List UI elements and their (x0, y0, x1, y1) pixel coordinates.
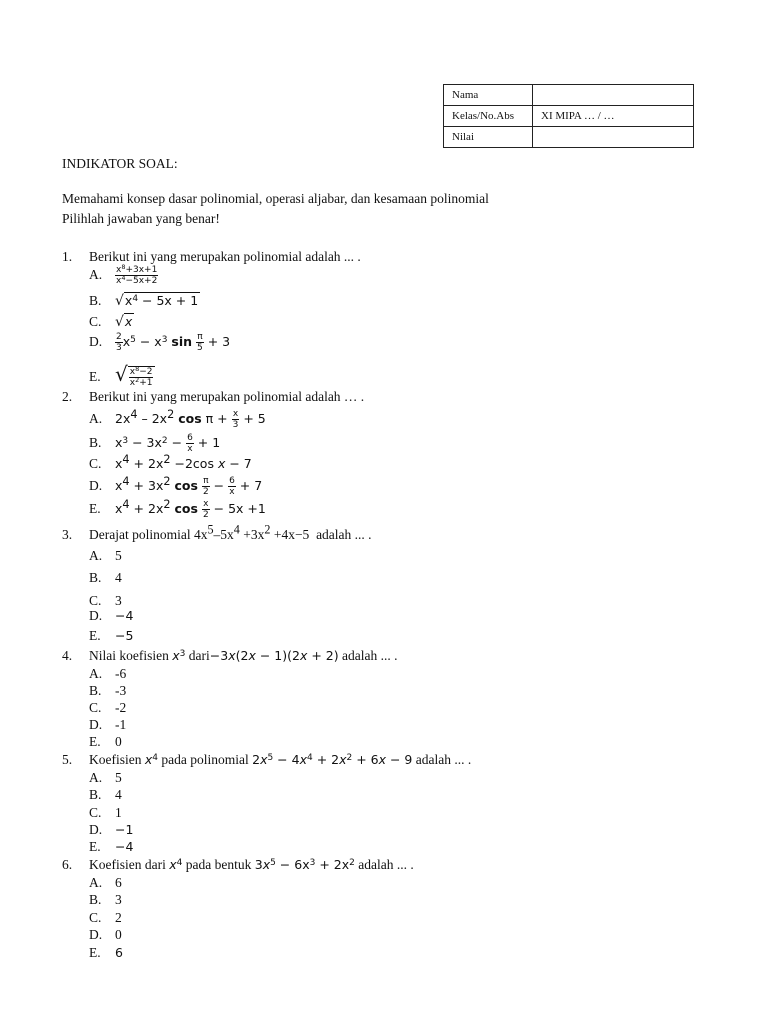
question-text: Berikut ini yang merupakan polinomial adalah … . (89, 389, 365, 404)
question-6 (62, 857, 414, 873)
q6-option-c (89, 910, 122, 926)
option-value: -6 (115, 666, 127, 681)
option-letter: C. (89, 456, 102, 471)
question-text-end: adalah ... . (341, 648, 398, 663)
question-number: 3. (62, 527, 73, 542)
question-text-end: adalah ... . (415, 752, 472, 767)
option-letter: B. (89, 435, 102, 450)
option-value: -3 (115, 683, 127, 698)
option-value: 5 (115, 770, 122, 785)
option-value: 2 (115, 910, 122, 925)
identity-value-field: XI MIPA … / … (533, 106, 694, 127)
question-text-mid: pada bentuk (185, 857, 252, 872)
q6-option-e (89, 945, 123, 961)
option-letter: E. (89, 628, 101, 643)
option-letter: A. (89, 411, 103, 426)
option-expression: $2x^4 - 2x^2$ cos π + $\frac{x}{3}$ + 5 (115, 407, 266, 430)
question-expression: −3x(2x − 1)(2x + 2) (209, 648, 339, 663)
q3-option-d (89, 608, 133, 624)
option-letter: A. (89, 548, 103, 563)
option-letter: E. (89, 369, 101, 384)
option-letter: D. (89, 822, 103, 837)
option-value: −4 (115, 608, 134, 623)
option-letter: E. (89, 839, 101, 854)
q1-option-b (89, 292, 200, 309)
q5-option-d (89, 822, 133, 838)
q3-option-b (89, 570, 122, 586)
option-letter: A. (89, 666, 103, 681)
question-2 (62, 389, 364, 405)
student-identity-table (443, 84, 694, 148)
option-value: 0 (115, 927, 122, 942)
q1-option-d (89, 332, 230, 353)
option-letter: B. (89, 892, 102, 907)
option-value: 6 (115, 875, 122, 890)
option-value: 4 (115, 787, 122, 802)
option-value: 6 (115, 945, 123, 960)
q5-option-c (89, 805, 122, 821)
q1-option-a (89, 265, 158, 286)
question-number: 1. (62, 249, 73, 264)
identity-value-field (533, 85, 694, 106)
option-letter: E. (89, 501, 101, 516)
option-expression: $x^4 + 3x^2$ cos $\frac{\pi}{2}$ − $\frac{6}{x}$ + 7 (115, 474, 263, 497)
option-letter: E. (89, 734, 101, 749)
option-expression: √ $\frac{x^8-2}{x^2+1}$ (115, 369, 155, 384)
option-letter: C. (89, 314, 102, 329)
option-letter: C. (89, 593, 102, 608)
option-letter: D. (89, 927, 103, 942)
option-expression: $\frac{2}{3}$ $x^5 - x^3$ sin $\frac{\pi}{5}$ + 3 (116, 332, 231, 353)
q4-option-d (89, 717, 126, 733)
question-term: $x^4$ (144, 752, 158, 767)
question-5 (62, 752, 471, 768)
option-letter: B. (89, 293, 102, 308)
identity-row-nilai (444, 127, 694, 148)
q2-option-a (89, 409, 266, 430)
q5-option-b (89, 787, 122, 803)
option-value: 5 (115, 548, 122, 563)
option-value: −1 (115, 822, 134, 837)
q2-option-c (89, 452, 252, 472)
question-text: Derajat polinomial (89, 527, 191, 542)
q3-option-e (89, 628, 133, 644)
q5-option-a (89, 770, 122, 786)
option-letter: A. (89, 266, 103, 282)
option-expression: $x^3 - 3x^2$ − $\frac{6}{x}$ + 1 (115, 433, 221, 454)
option-expression: $x^4 + 2x^2$ cos $\frac{x}{2}$ − 5x +1 (115, 497, 266, 520)
q2-option-e (89, 499, 266, 520)
question-text-end: adalah ... . (316, 527, 372, 542)
question-text: Koefisien (89, 752, 142, 767)
option-letter: D. (89, 717, 103, 732)
option-value: -2 (115, 700, 127, 715)
indikator-description: Memahami konsep dasar polinomial, operasi aljabar, dan kesamaan polinomial (62, 191, 489, 206)
identity-label: Nama (444, 85, 533, 106)
identity-row-kelas (444, 106, 694, 127)
q3-option-c (89, 593, 122, 609)
option-expression: $\frac{x^8+3x+1}{x^4-5x+2}$ (116, 263, 158, 286)
question-text: Berikut ini yang merupakan polinomial adalah ... . (89, 249, 361, 264)
option-value: −4 (115, 839, 134, 854)
option-letter: B. (89, 683, 102, 698)
question-expression: $2x^5 - 4x^4 + 2x^2 + 6x - 9$ (252, 752, 413, 767)
question-text: Nilai koefisien (89, 648, 169, 663)
option-letter: C. (89, 700, 102, 715)
option-expression: $x^4 + 2x^2 -2\cos$ x − 7 (115, 452, 252, 471)
identity-row-nama (444, 85, 694, 106)
option-value: 0 (115, 734, 122, 749)
question-text-end: adalah ... . (358, 857, 414, 872)
option-expression: $√x^4 - 5x + 1$ (115, 293, 199, 309)
question-number: 6. (62, 857, 73, 872)
question-number: 5. (62, 752, 73, 767)
indikator-heading: INDIKATOR SOAL: (62, 156, 178, 171)
option-letter: D. (89, 334, 103, 349)
question-term: $x^4$ (169, 857, 183, 872)
identity-value-field (533, 127, 694, 148)
question-text-mid: pada polinomial (161, 752, 249, 767)
q4-option-a (89, 666, 126, 682)
option-value: -1 (115, 717, 127, 732)
question-3 (62, 522, 372, 543)
option-letter: E. (89, 945, 101, 960)
q1-option-c (89, 313, 134, 330)
q2-option-b (89, 433, 220, 454)
question-1 (62, 249, 361, 265)
question-expression: $4x^5-5x^4 +3x^2 +4x-5$ (193, 522, 310, 542)
option-letter: A. (89, 770, 103, 785)
question-text-mid: dari (188, 648, 210, 663)
instruction-text: Pilihlah jawaban yang benar! (62, 211, 220, 226)
q2-option-d (89, 476, 262, 497)
option-value: 4 (115, 570, 122, 585)
option-value: −5 (115, 628, 134, 643)
question-term: $x^3$ (172, 648, 186, 663)
option-letter: B. (89, 570, 102, 585)
q3-option-a (89, 548, 122, 564)
question-expression: $3x^5 - 6x^3 + 2x^2$ (254, 857, 355, 872)
q1-option-e (89, 362, 155, 388)
option-expression: √x (115, 314, 133, 330)
option-letter: A. (89, 875, 103, 890)
q6-option-d (89, 927, 122, 943)
q4-option-c (89, 700, 126, 716)
option-letter: D. (89, 478, 103, 493)
option-letter: C. (89, 910, 102, 925)
q5-option-e (89, 839, 133, 855)
identity-label: Kelas/No.Abs (444, 106, 533, 127)
question-4 (62, 648, 397, 664)
question-number: 4. (62, 648, 73, 663)
option-letter: B. (89, 787, 102, 802)
option-value: 3 (115, 593, 122, 608)
option-value: 3 (115, 892, 122, 907)
q4-option-e (89, 734, 122, 750)
q4-option-b (89, 683, 126, 699)
option-value: 1 (115, 805, 122, 820)
option-letter: D. (89, 608, 103, 623)
option-letter: C. (89, 805, 102, 820)
q6-option-b (89, 892, 122, 908)
question-number: 2. (62, 389, 73, 404)
q6-option-a (89, 875, 122, 891)
identity-label: Nilai (444, 127, 533, 148)
question-text: Koefisien dari (89, 857, 166, 872)
